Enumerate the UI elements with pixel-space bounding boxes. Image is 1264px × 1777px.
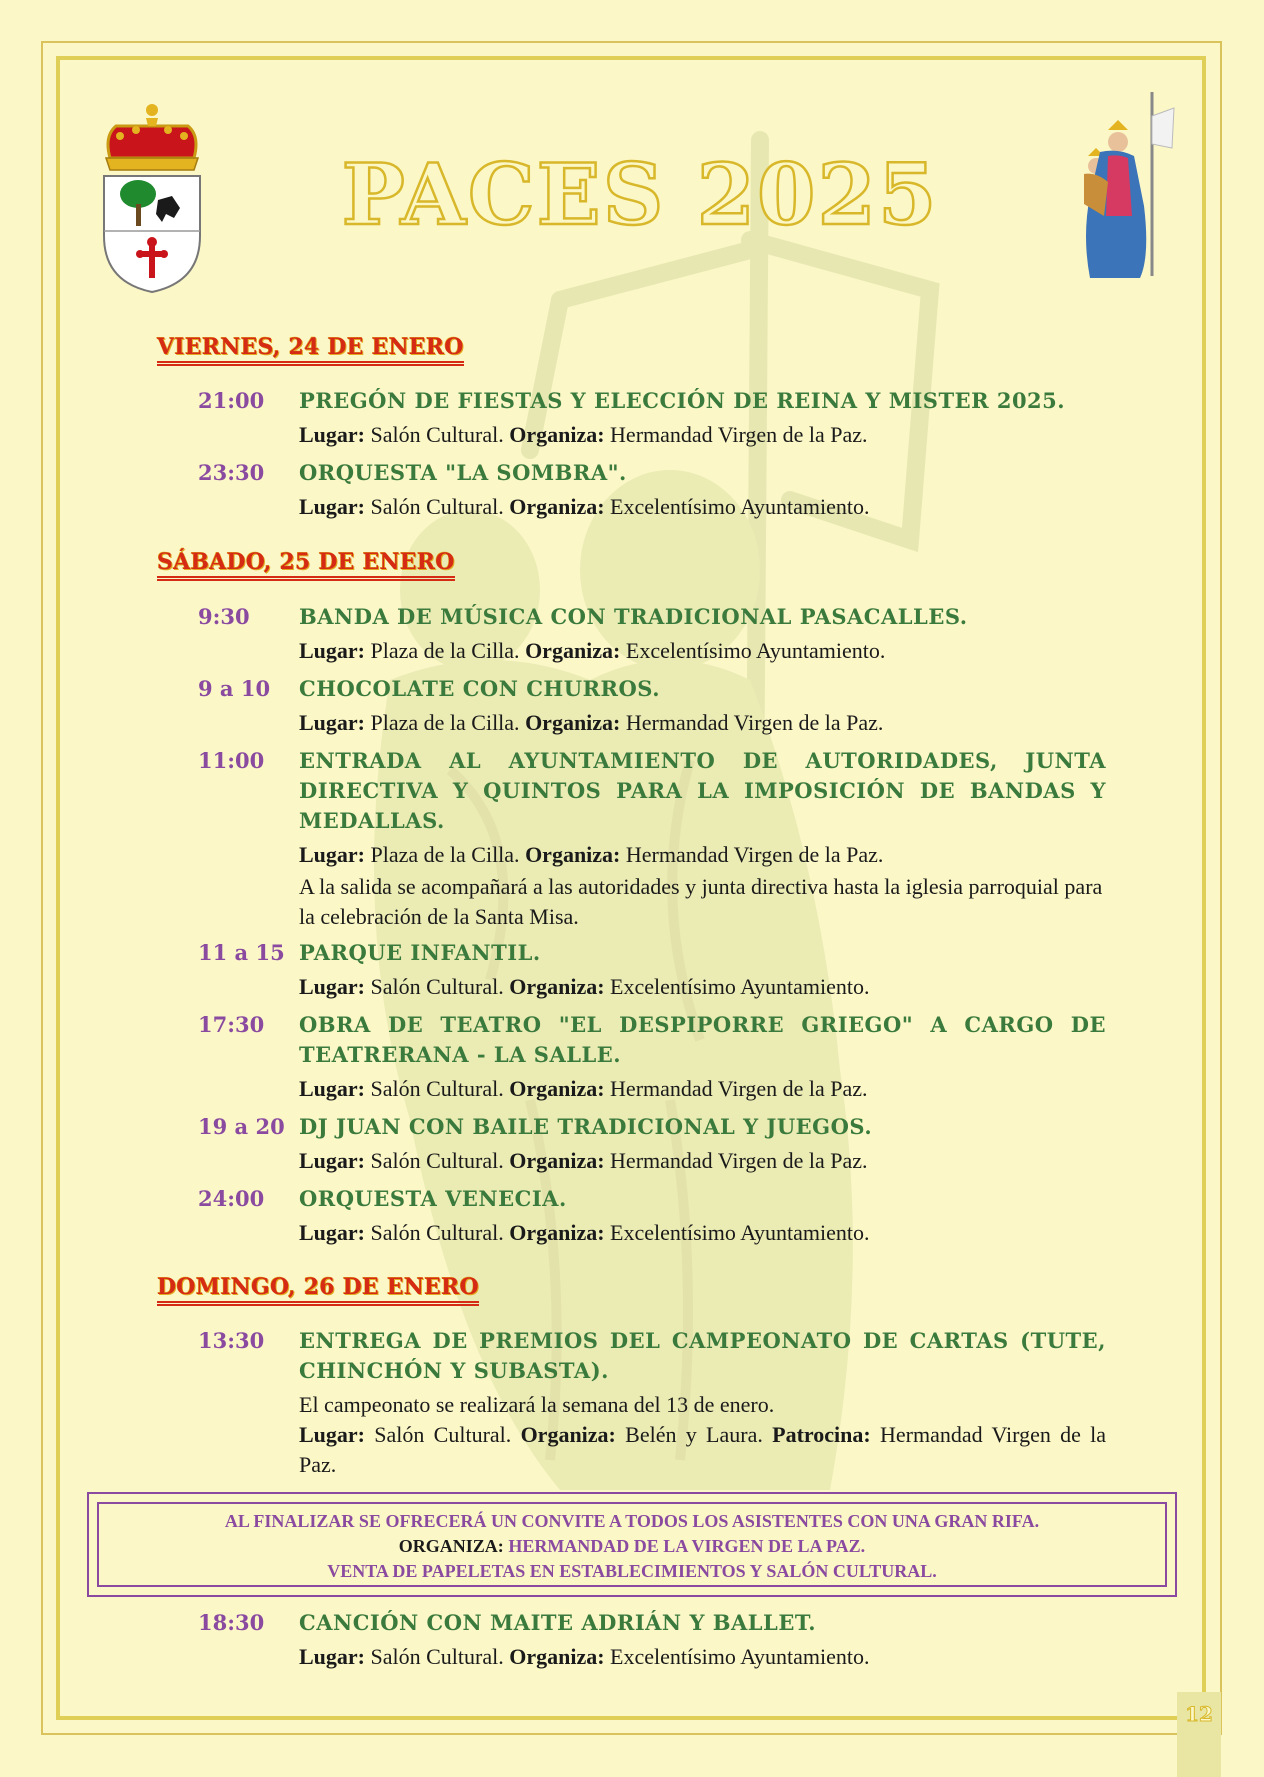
event-item	[198, 458, 1106, 522]
event-time: 11 a 15	[198, 940, 285, 965]
day-heading-sunday: DOMINGO, 26 DE ENERO	[157, 1274, 479, 1306]
event-time: 9 a 10	[198, 676, 271, 701]
event-title: DJ JUAN CON BAILE TRADICIONAL Y JUEGOS.	[299, 1114, 873, 1139]
event-details: Lugar: Salón Cultural. Organiza: Hermandad Virgen de la Paz.	[299, 1076, 868, 1101]
event-item	[198, 386, 1106, 450]
event-details: Lugar: Plaza de la Cilla. Organiza: Hermandad Virgen de la Paz.	[299, 710, 884, 735]
event-time: 9:30	[198, 604, 250, 629]
event-title: PARQUE INFANTIL.	[299, 940, 541, 965]
event-title: ORQUESTA "LA SOMBRA".	[299, 460, 627, 485]
event-details: Lugar: Salón Cultural. Organiza: Hermandad Virgen de la Paz.	[299, 422, 868, 447]
event-time: 18:30	[198, 1610, 265, 1635]
day-heading-friday: VIERNES, 24 DE ENERO	[157, 334, 464, 366]
event-item	[198, 746, 1106, 932]
event-details: Lugar: Salón Cultural. Organiza: Excelentísimo Ayuntamiento.	[299, 1644, 870, 1669]
virgin-statue-image	[1060, 86, 1178, 282]
event-item	[198, 1608, 1106, 1672]
event-item	[198, 1326, 1106, 1480]
event-note: A la salida se acompañará a las autoridades y junta directiva hasta la iglesia parroquial para la celebración de la Santa Misa.	[299, 874, 1103, 929]
event-item	[198, 1010, 1106, 1104]
event-title: ENTREGA DE PREMIOS DEL CAMPEONATO DE CARTAS (TUTE, CHINCHÓN Y SUBASTA).	[299, 1328, 1106, 1383]
event-time: 17:30	[198, 1012, 265, 1037]
event-time: 23:30	[198, 460, 265, 485]
event-title: BANDA DE MÚSICA CON TRADICIONAL PASACALLES.	[299, 604, 968, 629]
event-title: CANCIÓN CON MAITE ADRIÁN Y BALLET.	[299, 1610, 817, 1635]
coat-of-arms-image	[96, 96, 208, 296]
event-details: Lugar: Salón Cultural. Organiza: Belén y Laura. Patrocina: Hermandad Virgen de la Paz.	[299, 1422, 1107, 1477]
event-details: Lugar: Salón Cultural. Organiza: Hermandad Virgen de la Paz.	[299, 1148, 868, 1173]
event-details: Lugar: Salón Cultural. Organiza: Excelentísimo Ayuntamiento.	[299, 494, 870, 519]
event-title: CHOCOLATE CON CHURROS.	[299, 676, 661, 701]
event-item	[198, 674, 1106, 738]
event-item	[198, 1184, 1106, 1248]
event-item	[198, 938, 1106, 1002]
announcement-line-3: VENTA DE PAPELETAS EN ESTABLECIMIENTOS Y SALÓN CULTURAL.	[327, 1561, 937, 1581]
event-note: El campeonato se realizará la semana del 13 de enero.	[299, 1392, 775, 1417]
event-details: Lugar: Salón Cultural. Organiza: Excelentísimo Ayuntamiento.	[299, 974, 870, 999]
page-number: 12	[1177, 1692, 1221, 1777]
event-time: 11:00	[198, 748, 265, 773]
event-time: 24:00	[198, 1186, 265, 1211]
event-time: 19 a 20	[198, 1114, 285, 1139]
event-title: ENTRADA AL AYUNTAMIENTO DE AUTORIDADES, JUNTA DIRECTIVA Y QUINTOS PARA LA IMPOSICIÓN DE BANDAS Y MEDALLAS.	[299, 748, 1106, 833]
event-title: OBRA DE TEATRO "EL DESPIPORRE GRIEGO" A CARGO DE TEATRERANA - LA SALLE.	[299, 1012, 1106, 1067]
page-title: PACES 2025	[341, 145, 939, 244]
announcement-box	[87, 1492, 1177, 1597]
event-title: ORQUESTA VENECIA.	[299, 1186, 567, 1211]
announcement-line-1: AL FINALIZAR SE OFRECERÁ UN CONVITE A TODOS LOS ASISTENTES CON UNA GRAN RIFA.	[224, 1511, 1040, 1531]
event-item	[198, 602, 1106, 666]
announcement-line-2: ORGANIZA: HERMANDAD DE LA VIRGEN DE LA PAZ.	[398, 1536, 866, 1556]
event-title: PREGÓN DE FIESTAS Y ELECCIÓN DE REINA Y MISTER 2025.	[299, 388, 1066, 413]
event-time: 13:30	[198, 1328, 265, 1353]
event-details: Lugar: Plaza de la Cilla. Organiza: Excelentísimo Ayuntamiento.	[299, 638, 886, 663]
event-details: Lugar: Plaza de la Cilla. Organiza: Hermandad Virgen de la Paz.	[299, 842, 884, 867]
event-time: 21:00	[198, 388, 265, 413]
event-details: Lugar: Salón Cultural. Organiza: Excelentísimo Ayuntamiento.	[299, 1220, 870, 1245]
day-heading-saturday: SÁBADO, 25 DE ENERO	[157, 549, 455, 581]
event-item	[198, 1112, 1106, 1176]
